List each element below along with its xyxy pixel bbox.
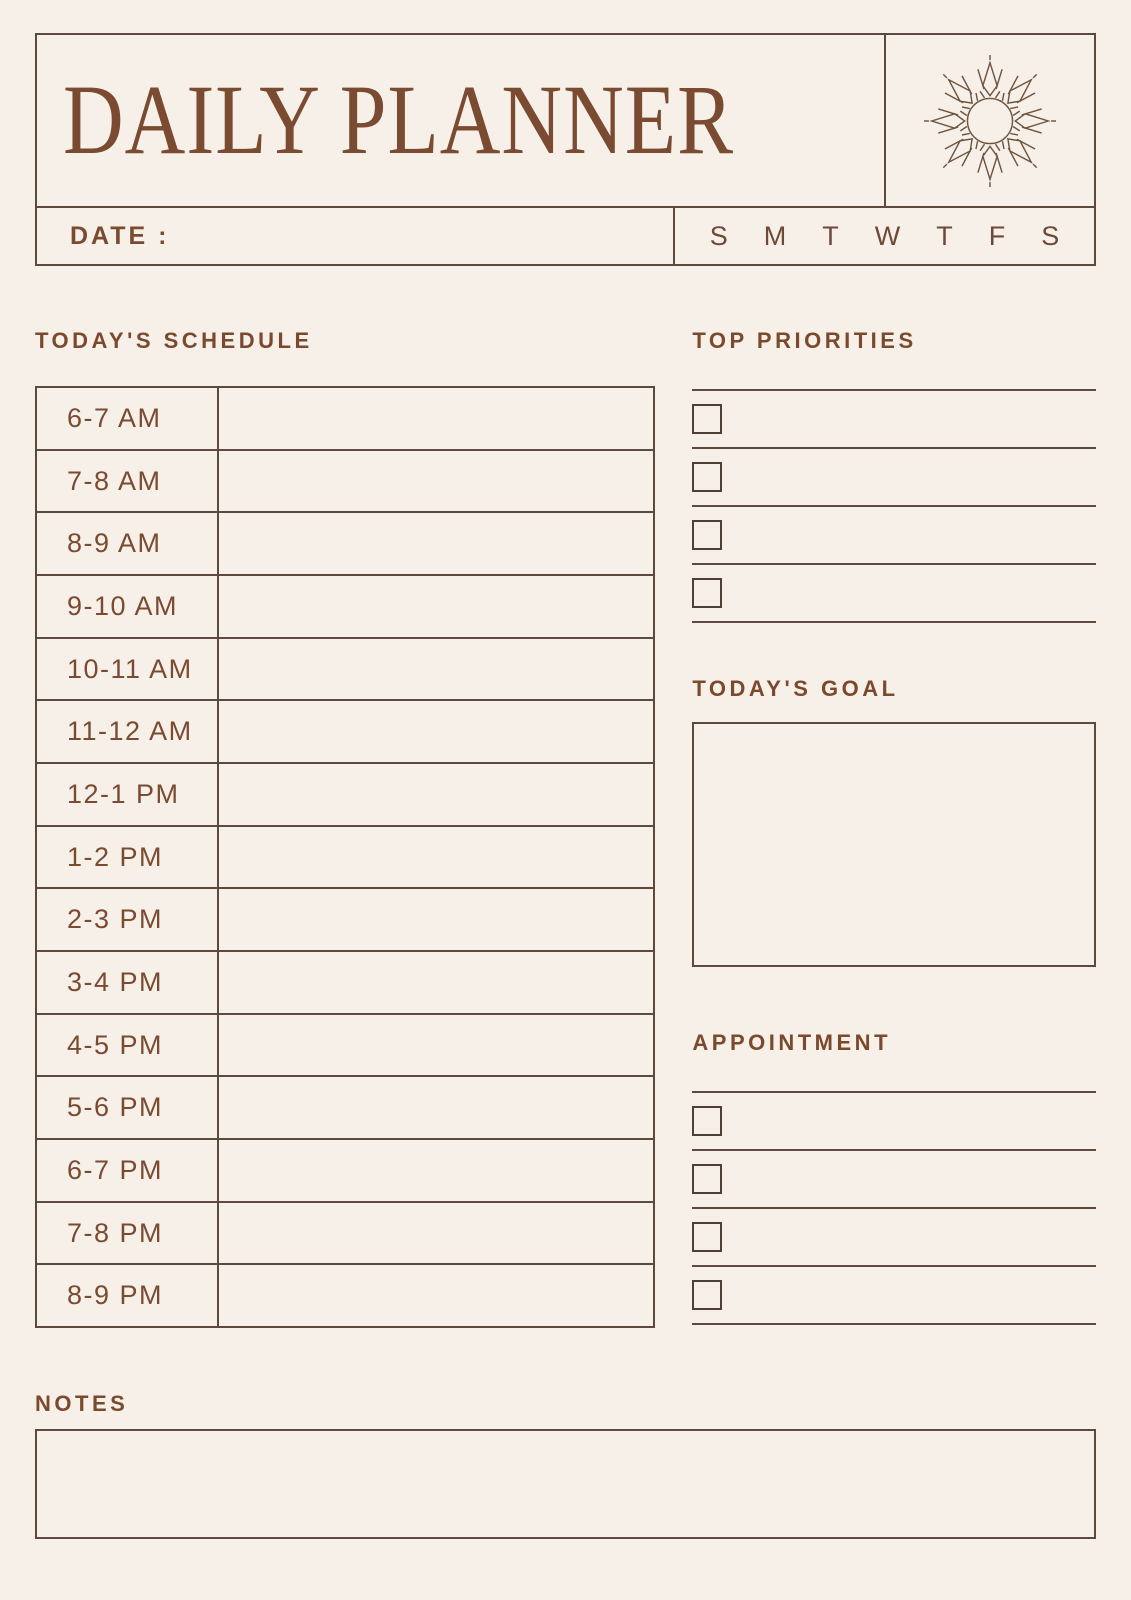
schedule-entry-field[interactable] <box>219 1140 653 1201</box>
weekday-monday[interactable]: M <box>763 220 787 251</box>
appointment-checkbox[interactable] <box>692 1280 722 1310</box>
schedule-entry-field[interactable] <box>219 576 653 637</box>
priority-text-field[interactable] <box>722 391 1096 447</box>
schedule-row <box>37 1138 653 1201</box>
schedule-row <box>37 574 653 637</box>
weekday-friday[interactable]: F <box>988 220 1006 251</box>
time-slot-label: 6-7 PM <box>37 1140 219 1201</box>
date-input-area[interactable] <box>169 208 673 264</box>
priority-text-field[interactable] <box>722 507 1096 563</box>
appointment-item <box>692 1209 1096 1267</box>
schedule-row <box>37 449 653 512</box>
appointment-text-field[interactable] <box>722 1209 1096 1265</box>
weekday-thursday[interactable]: T <box>936 220 953 251</box>
appointment-checkbox[interactable] <box>692 1222 722 1252</box>
schedule-row <box>37 637 653 700</box>
priority-item <box>692 391 1096 449</box>
sun-icon <box>884 35 1094 206</box>
schedule-entry-field[interactable] <box>219 451 653 512</box>
schedule-row <box>37 762 653 825</box>
appointment-text-field[interactable] <box>722 1267 1096 1323</box>
weekday-wednesday[interactable]: W <box>874 220 901 251</box>
appointment-checkbox[interactable] <box>692 1106 722 1136</box>
priority-checkbox[interactable] <box>692 578 722 608</box>
time-slot-label: 10-11 AM <box>37 639 219 700</box>
time-slot-label: 3-4 PM <box>37 952 219 1013</box>
notes-input-area[interactable] <box>35 1429 1096 1539</box>
schedule-row <box>37 699 653 762</box>
priorities-heading: TOP PRIORITIES <box>692 328 917 353</box>
appointment-text-field[interactable] <box>722 1093 1096 1149</box>
schedule-entry-field[interactable] <box>219 639 653 700</box>
weekday-tuesday[interactable]: T <box>822 220 839 251</box>
date-cell <box>37 208 673 264</box>
schedule-row <box>37 1013 653 1076</box>
schedule-table <box>35 386 655 1328</box>
schedule-row <box>37 388 653 449</box>
priority-item <box>692 565 1096 623</box>
time-slot-label: 7-8 PM <box>37 1203 219 1264</box>
time-slot-label: 7-8 AM <box>37 451 219 512</box>
time-slot-label: 5-6 PM <box>37 1077 219 1138</box>
priority-text-field[interactable] <box>722 565 1096 621</box>
schedule-entry-field[interactable] <box>219 827 653 888</box>
schedule-entry-field[interactable] <box>219 889 653 950</box>
schedule-entry-field[interactable] <box>219 1077 653 1138</box>
appointment-list <box>692 1091 1096 1325</box>
priority-checkbox[interactable] <box>692 404 722 434</box>
time-slot-label: 8-9 AM <box>37 513 219 574</box>
header-title-row <box>37 35 1094 206</box>
time-slot-label: 9-10 AM <box>37 576 219 637</box>
main-content <box>35 328 1096 1328</box>
appointment-item <box>692 1267 1096 1325</box>
weekday-sunday[interactable]: S <box>709 220 728 251</box>
schedule-row <box>37 825 653 888</box>
appointment-heading: APPOINTMENT <box>692 1030 892 1055</box>
schedule-row <box>37 511 653 574</box>
schedule-row <box>37 1263 653 1326</box>
schedule-entry-field[interactable] <box>219 1265 653 1326</box>
appointment-item <box>692 1093 1096 1151</box>
priority-text-field[interactable] <box>722 449 1096 505</box>
date-row <box>37 206 1094 264</box>
time-slot-label: 12-1 PM <box>37 764 219 825</box>
goal-heading: TODAY'S GOAL <box>692 676 899 701</box>
priority-checkbox[interactable] <box>692 520 722 550</box>
time-slot-label: 1-2 PM <box>37 827 219 888</box>
schedule-heading: TODAY'S SCHEDULE <box>35 328 313 353</box>
time-slot-label: 2-3 PM <box>37 889 219 950</box>
appointment-item <box>692 1151 1096 1209</box>
goal-input-area[interactable] <box>692 722 1096 967</box>
appointment-text-field[interactable] <box>722 1151 1096 1207</box>
time-slot-label: 8-9 PM <box>37 1265 219 1326</box>
header <box>35 33 1096 266</box>
schedule-row <box>37 1075 653 1138</box>
priority-item <box>692 449 1096 507</box>
notes-section <box>35 1391 1096 1539</box>
right-column <box>692 328 1096 1328</box>
time-slot-label: 11-12 AM <box>37 701 219 762</box>
time-slot-label: 6-7 AM <box>37 388 219 449</box>
date-label: DATE : <box>70 221 170 250</box>
time-slot-label: 4-5 PM <box>37 1015 219 1076</box>
schedule-entry-field[interactable] <box>219 388 653 449</box>
schedule-entry-field[interactable] <box>219 1015 653 1076</box>
priorities-list <box>692 389 1096 623</box>
schedule-row <box>37 950 653 1013</box>
priority-checkbox[interactable] <box>692 462 722 492</box>
weekday-row <box>673 208 1094 264</box>
schedule-entry-field[interactable] <box>219 1203 653 1264</box>
page-title: DAILY PLANNER <box>63 65 735 176</box>
schedule-row <box>37 1201 653 1264</box>
schedule-entry-field[interactable] <box>219 701 653 762</box>
schedule-entry-field[interactable] <box>219 952 653 1013</box>
schedule-entry-field[interactable] <box>219 764 653 825</box>
title-cell <box>37 35 884 206</box>
schedule-section <box>35 328 655 1328</box>
notes-heading: NOTES <box>35 1391 129 1416</box>
priority-item <box>692 507 1096 565</box>
schedule-row <box>37 887 653 950</box>
schedule-entry-field[interactable] <box>219 513 653 574</box>
weekday-saturday[interactable]: S <box>1041 220 1060 251</box>
appointment-checkbox[interactable] <box>692 1164 722 1194</box>
